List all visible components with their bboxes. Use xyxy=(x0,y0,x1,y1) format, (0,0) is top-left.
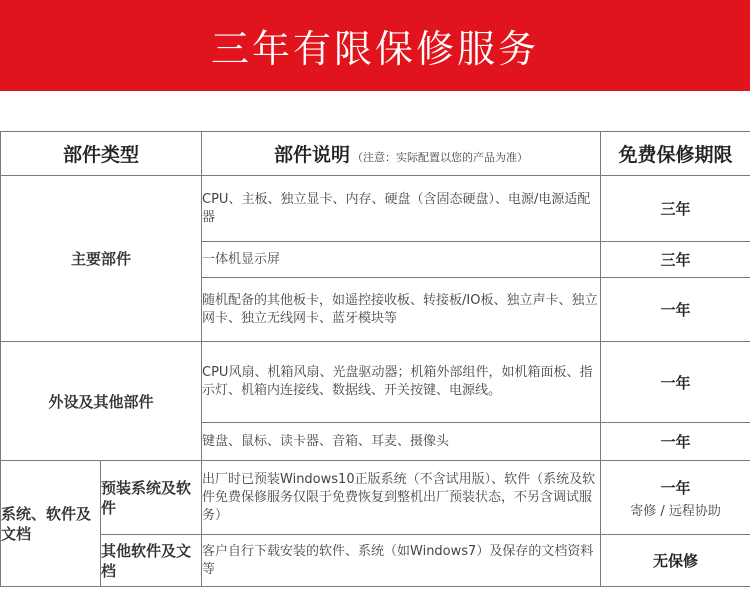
desc-cell: CPU风扇、机箱风扇、光盘驱动器；机箱外部组件，如机箱面板、指示灯、机箱内连接线、数据线、开关按键、电源线。 xyxy=(202,342,601,423)
page-banner xyxy=(0,0,750,91)
banner-gap xyxy=(0,91,750,131)
table-row xyxy=(1,176,750,242)
period-main: 一年 xyxy=(660,478,691,497)
type-cell-software: 系统、软件及文档 xyxy=(1,461,101,587)
period-cell: 三年 xyxy=(601,176,750,242)
period-cell xyxy=(601,461,750,535)
banner-title: 三年有限保修服务 xyxy=(210,27,539,71)
header-period: 免费保修期限 xyxy=(601,132,750,176)
desc-cell: 出厂时已预装Windows10正版系统（不含试用版）、软件（系统及软件免费保修服务仅限于免费恢复到整机出厂预装状态，不另含调试服务） xyxy=(202,461,601,535)
desc-cell: 客户自行下载安装的软件、系统（如Windows7）及保存的文档资料等 xyxy=(202,535,601,587)
subtype-cell: 预装系统及软件 xyxy=(101,461,202,535)
type-cell-peripheral: 外设及其他部件 xyxy=(1,342,202,461)
desc-cell: 一体机显示屏 xyxy=(202,242,601,278)
period-cell: 三年 xyxy=(601,242,750,278)
header-desc-label: 部件说明 xyxy=(274,144,351,166)
period-cell: 一年 xyxy=(601,342,750,423)
desc-cell: 键盘、鼠标、读卡器、音箱、耳麦、摄像头 xyxy=(202,423,601,461)
type-cell-main: 主要部件 xyxy=(1,176,202,342)
period-cell: 无保修 xyxy=(601,535,750,587)
subtype-cell: 其他软件及文档 xyxy=(101,535,202,587)
warranty-table xyxy=(0,131,750,587)
desc-cell: CPU、主板、独立显卡、内存、硬盘（含固态硬盘）、电源/电源适配器 xyxy=(202,176,601,242)
period-cell: 一年 xyxy=(601,423,750,461)
table-row xyxy=(1,535,750,587)
period-cell: 一年 xyxy=(601,278,750,342)
header-desc xyxy=(202,132,601,176)
period-sub: 寄修 / 远程协助 xyxy=(630,503,721,519)
desc-cell: 随机配备的其他板卡，如遥控接收板、转接板/IO板、独立声卡、独立网卡、独立无线网卡、蓝牙模块等 xyxy=(202,278,601,342)
table-row xyxy=(1,461,750,535)
header-row xyxy=(1,132,750,176)
table-row xyxy=(1,342,750,423)
header-type: 部件类型 xyxy=(1,132,202,176)
header-desc-note: （注意：实际配置以您的产品为准） xyxy=(352,151,529,164)
